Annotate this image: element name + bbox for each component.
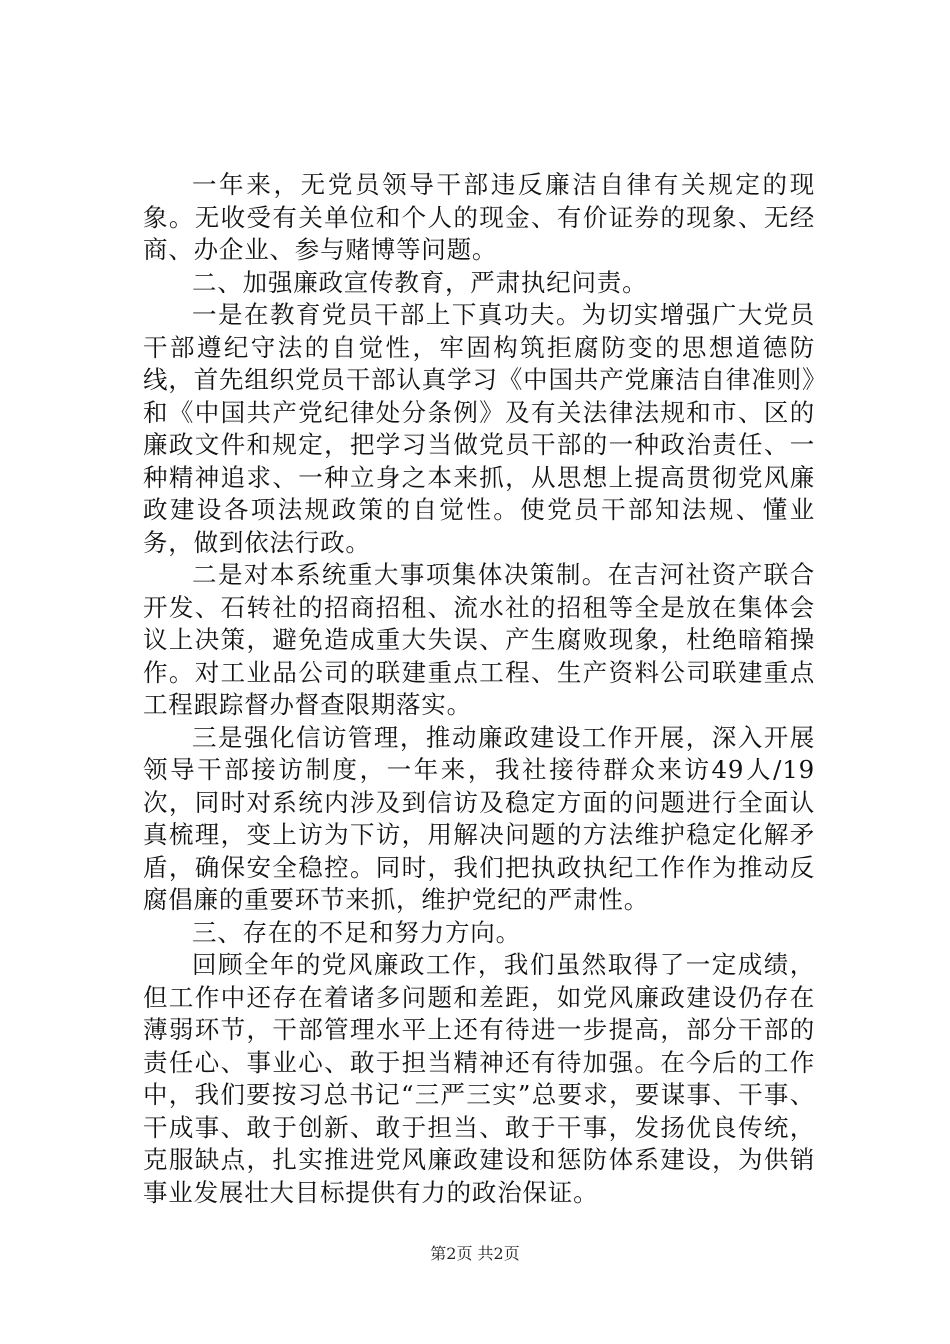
paragraph-4: 二是对本系统重大事项集体决策制。在吉河社资产联合开发、石转社的招商招租、流水社的招租等全是放在集体会议上决策，避免造成重大失误、产生腐败现象，杜绝暗箱操作。对工业品公司的联建重点工程、生产资料公司联建重点工程跟踪督办督查限期落实。 <box>143 560 815 719</box>
paragraph-7: 回顾全年的党风廉政工作，我们虽然取得了一定成绩，但工作中还存在着诸多问题和差距，如党风廉政建设仍存在薄弱环节，干部管理水平上还有待进一步提高，部分干部的责任心、事业心、敢于担当精神还有待加强。在今后的工作中，我们要按习总书记“三严三实”总要求，要谋事、干事、干成事、敢于创新、敢于担当、敢于干事，发扬优良传统，克服缺点，扎实推进党风廉政建设和惩防体系建设，为供销事业发展壮大目标提供有力的政治保证。 <box>143 950 815 1207</box>
document-body <box>143 169 815 1209</box>
paragraph-1: 一年来，无党员领导干部违反廉洁自律有关规定的现象。无收受有关单位和个人的现金、有价证券的现象、无经商、办企业、参与赌博等问题。 <box>143 170 815 264</box>
paragraph-3: 一是在教育党员干部上下真功夫。为切实增强广大党员干部遵纪守法的自觉性，牢固构筑拒腐防变的思想道德防线，首先组织党员干部认真学习《中国共产党廉洁自律准则》和《中国共产党纪律处分条例》及有关法律法规和市、区的廉政文件和规定，把学习当做党员干部的一种政治责任、一种精神追求、一种立身之本来抓，从思想上提高贯彻党风廉政建设各项法规政策的自觉性。使党员干部知法规、懂业务，做到依法行政。 <box>143 300 815 557</box>
page-footer: 第2页 共2页 <box>430 1244 520 1263</box>
paragraph-5: 三是强化信访管理，推动廉政建设工作开展，深入开展领导干部接访制度，一年来，我社接待群众来访49人/19次，同时对系统内涉及到信访及稳定方面的问题进行全面认真梳理，变上访为下访，用解决问题的方法维护稳定化解矛盾，确保安全稳控。同时，我们把执政执纪工作作为推动反腐倡廉的重要环节来抓，维护党纪的严肃性。 <box>143 722 815 914</box>
section-heading-2: 二、加强廉政宣传教育，严肃执纪问责。 <box>192 267 648 297</box>
section-heading-3: 三、存在的不足和努力方向。 <box>192 917 521 947</box>
